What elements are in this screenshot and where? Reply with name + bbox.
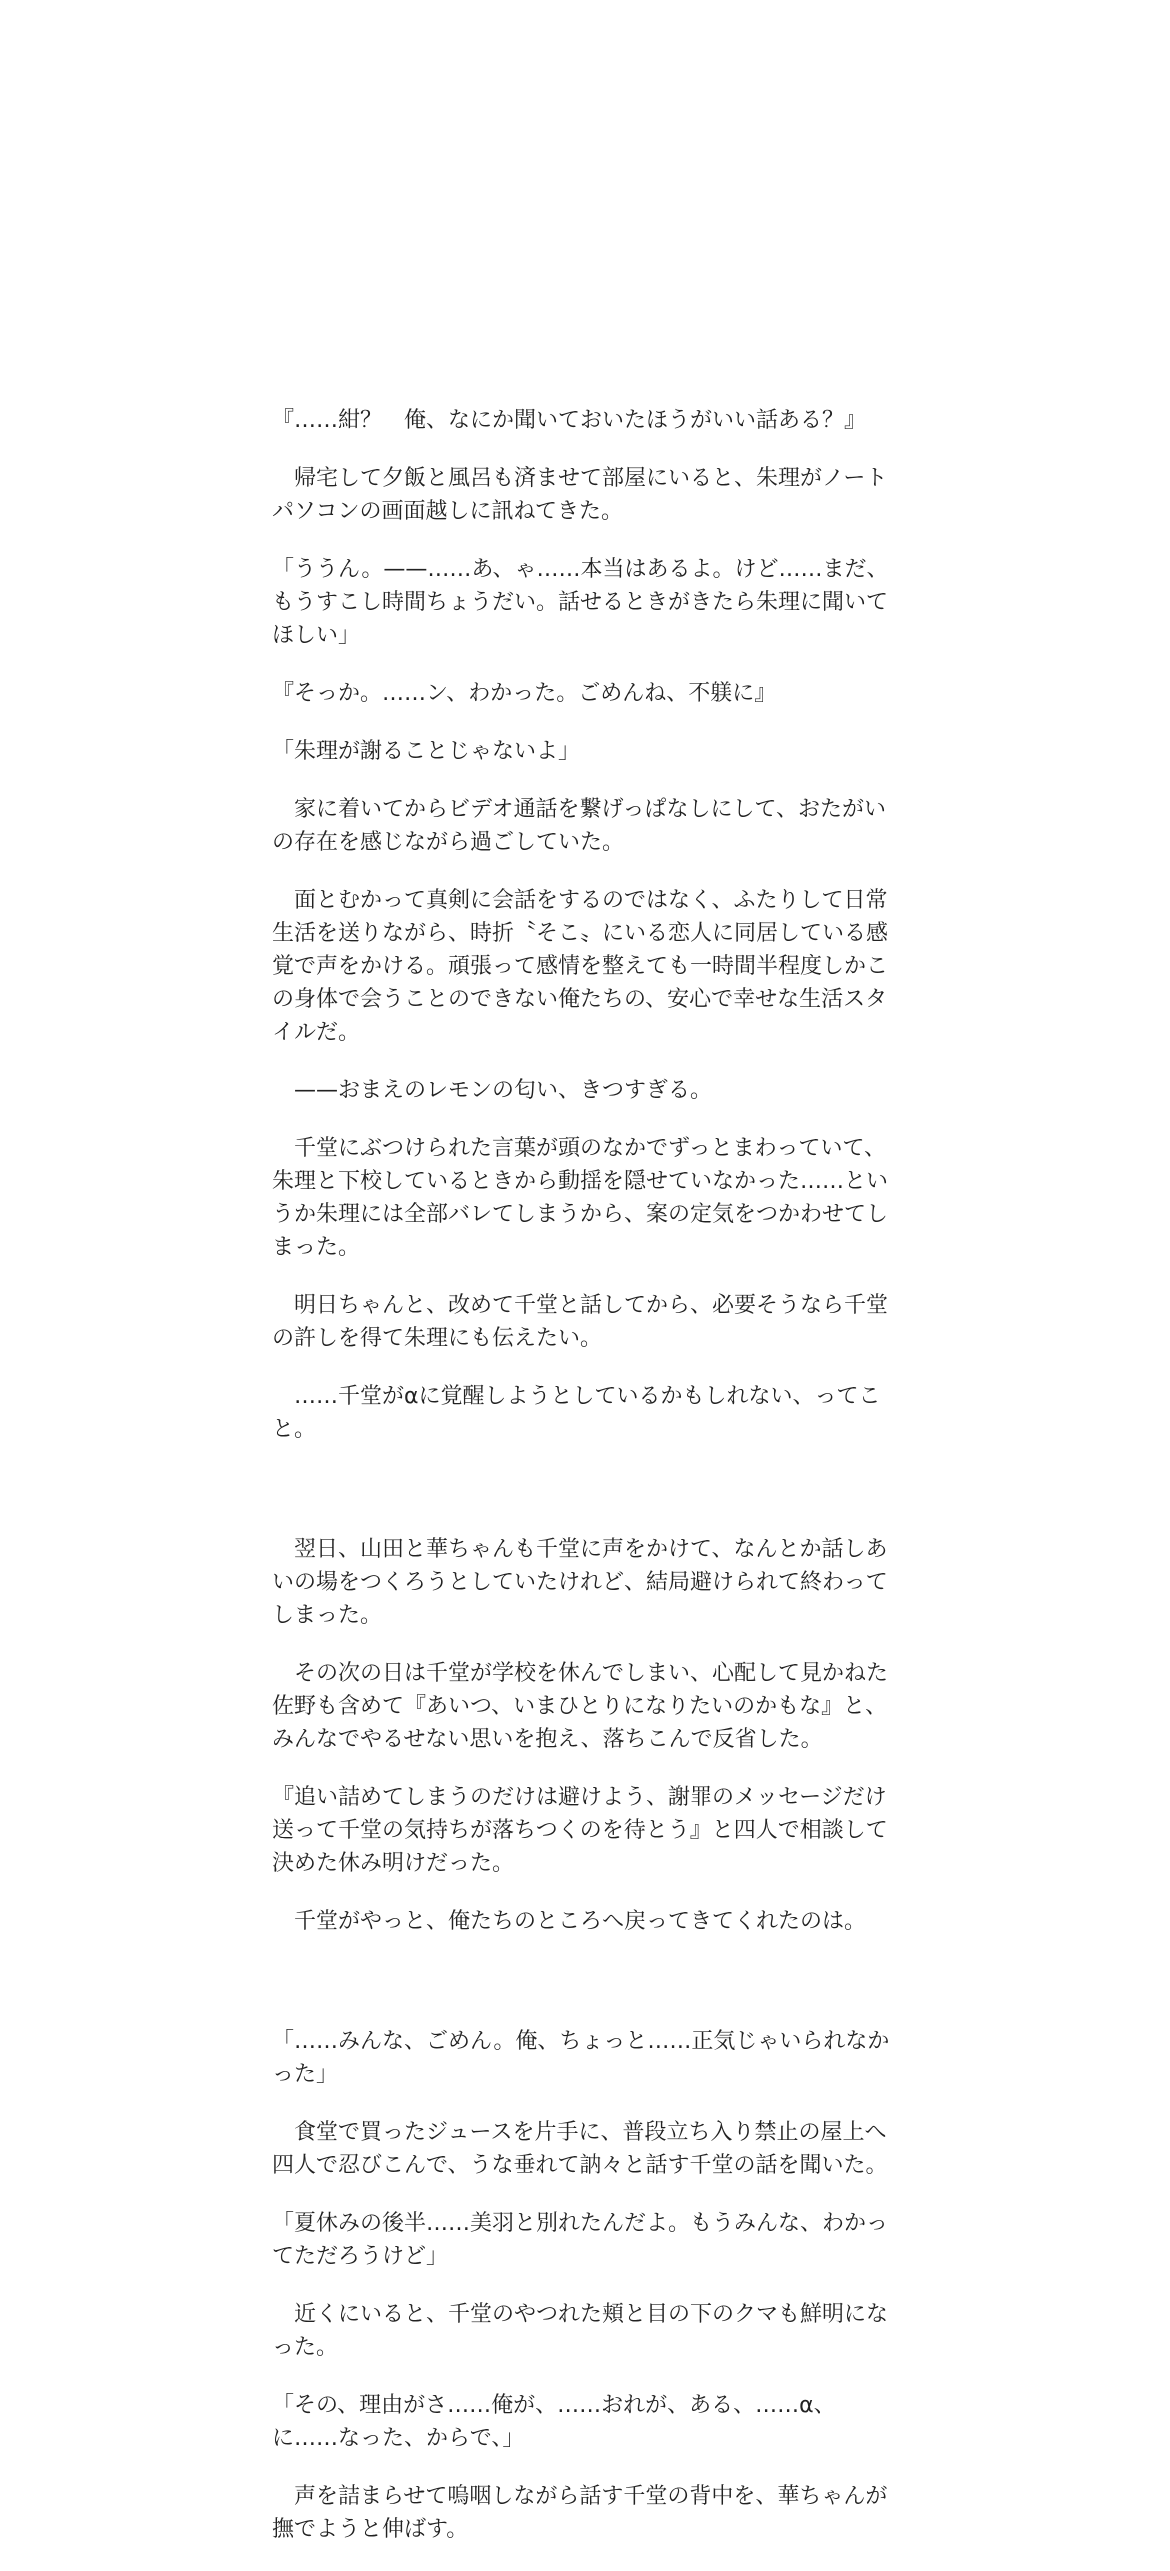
story-paragraph: 千堂にぶつけられた言葉が頭のなかでずっとまわっていて、朱理と下校しているときから動揺を隠せていなかった……というか朱理には全部バレてしまうから、案の定気をつかわせてしまった。: [272, 1136, 889, 1260]
story-paragraph: 明日ちゃんと、改めて千堂と話してから、必要そうなら千堂の許しを得て朱理にも伝えたい。: [272, 1293, 889, 1351]
story-paragraph: 家に着いてからビデオ通話を繋げっぱなしにして、おたがいの存在を感じながら過ごしていた。: [272, 797, 887, 855]
story-paragraph: 「朱理が謝ることじゃないよ」: [272, 739, 581, 764]
scene-break: [272, 1471, 900, 1533]
story-paragraph: 「……みんな、ごめん。俺、ちょっと……正気じゃいられなかった」: [272, 2029, 890, 2087]
scene-break: [272, 1963, 900, 2025]
story-paragraph: 「その、理由がさ……俺が、……おれが、ある、……α、に……なった、からで、」: [272, 2393, 836, 2451]
story-paragraph: 面とむかって真剣に会話をするのではなく、ふたりして日常生活を送りながら、時折〝そこ〟にいる恋人に同居している感覚で声をかける。頑張って感情を整えても一時間半程度しかこの身体で会うことのできない俺たちの、安心で幸せな生活スタイルだ。: [272, 888, 889, 1045]
story-paragraph: 『……紺？ 俺、なにか聞いておいたほうがいい話ある？』: [272, 408, 867, 433]
story-paragraph: ——おまえのレモンの匂い、きつすぎる。: [294, 1078, 713, 1103]
story-paragraph: 近くにいると、千堂のやつれた頬と目の下のクマも鮮明になった。: [272, 2302, 889, 2360]
story-paragraph: 千堂がやっと、俺たちのところへ戻ってきてくれたのは。: [294, 1909, 867, 1934]
story-paragraph: 「夏休みの後半……美羽と別れたんだよ。もうみんな、わかってただろうけど」: [272, 2211, 889, 2269]
reader-content: [272, 404, 900, 2571]
story-paragraph: 声を詰まらせて嗚咽しながら話す千堂の背中を、華ちゃんが撫でようと伸ばす。: [272, 2484, 888, 2542]
story-paragraph: 翌日、山田と華ちゃんも千堂に声をかけて、なんとか話しあいの場をつくろうとしていたけれど、結局避けられて終わってしまった。: [272, 1537, 888, 1628]
story-paragraph: その次の日は千堂が学校を休んでしまい、心配して見かねた佐野も含めて『あいつ、いまひとりになりたいのかもな』と、みんなでやるせない思いを抱え、落ちこんで反省した。: [272, 1661, 889, 1752]
story-paragraph: ……千堂がαに覚醒しようとしているかもしれない、ってこと。: [272, 1384, 881, 1442]
story-paragraph: 『追い詰めてしまうのだけは避けよう、謝罪のメッセージだけ送って千堂の気持ちが落ちつくのを待とう』と四人で相談して決めた休み明けだった。: [272, 1785, 888, 1876]
story-paragraph: 『そっか。……ン、わかった。ごめんね、不躾に』: [272, 681, 777, 706]
story-paragraph: 帰宅して夕飯と風呂も済ませて部屋にいると、朱理がノートパソコンの画面越しに訊ねてきた。: [272, 466, 888, 524]
story-paragraph: 食堂で買ったジュースを片手に、普段立ち入り禁止の屋上へ四人で忍びこんで、うな垂れて訥々と話す千堂の話を聞いた。: [272, 2120, 888, 2178]
story-paragraph: 「ううん。——……あ、ゃ……本当はあるよ。けど……まだ、もうすこし時間ちょうだい。話せるときがきたら朱理に聞いてほしい」: [272, 557, 889, 648]
